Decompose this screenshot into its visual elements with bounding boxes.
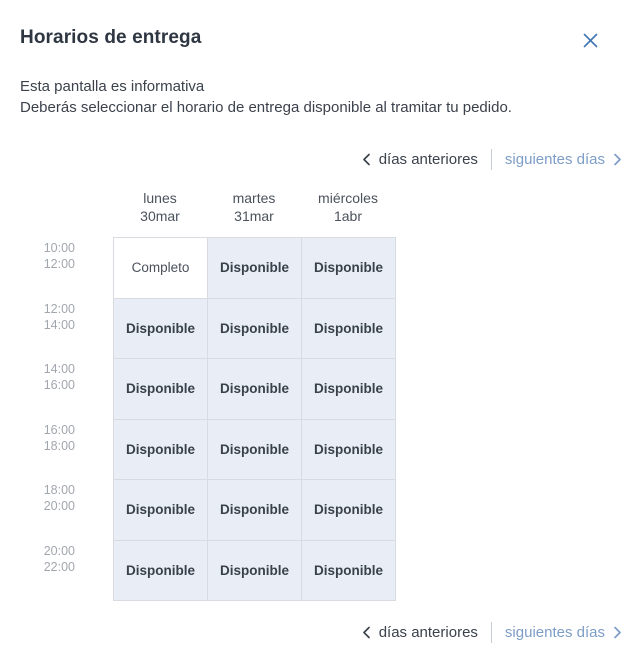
prev-days-button[interactable] bbox=[362, 624, 478, 641]
table-row bbox=[114, 540, 396, 601]
next-days-label: siguientes días bbox=[504, 624, 605, 641]
prev-days-button[interactable] bbox=[362, 151, 478, 168]
day-date: 31mar bbox=[234, 207, 274, 224]
info-line-2: Deberás seleccionar el horario de entrega disponible al tramitar tu pedido. bbox=[20, 98, 512, 116]
slot-cell: Disponible bbox=[302, 359, 396, 420]
prev-days-label: días anteriores bbox=[378, 624, 478, 641]
slot-cell: Disponible bbox=[208, 359, 302, 420]
nav-divider bbox=[491, 622, 492, 643]
day-header bbox=[207, 190, 301, 225]
page-title: Horarios de entrega bbox=[20, 27, 202, 48]
day-date: 1abr bbox=[333, 207, 363, 224]
slot-cell: Disponible bbox=[208, 298, 302, 359]
slot-cell: Disponible bbox=[302, 238, 396, 299]
time-slot-label: 16:00 18:00 bbox=[43, 422, 75, 453]
next-days-button[interactable] bbox=[505, 151, 622, 168]
slot-cell: Disponible bbox=[208, 540, 302, 601]
slot-cell: Disponible bbox=[302, 419, 396, 480]
dialog-header bbox=[20, 26, 622, 50]
slot-cell: Disponible bbox=[114, 359, 208, 420]
nav-divider bbox=[491, 149, 492, 170]
day-headers-row bbox=[113, 190, 396, 225]
next-days-label: siguientes días bbox=[504, 151, 605, 168]
days-column bbox=[113, 190, 396, 601]
chevron-left-icon bbox=[362, 626, 371, 639]
day-date: 30mar bbox=[140, 207, 180, 224]
slot-cell: Disponible bbox=[208, 419, 302, 480]
slot-cell: Disponible bbox=[114, 540, 208, 601]
time-slot-label: 12:00 14:00 bbox=[43, 301, 75, 332]
prev-days-label: días anteriores bbox=[378, 151, 478, 168]
date-nav-top bbox=[20, 149, 622, 170]
close-button[interactable] bbox=[578, 28, 602, 52]
table-row bbox=[114, 419, 396, 480]
time-slot-label: 14:00 16:00 bbox=[43, 362, 75, 392]
table-row bbox=[114, 298, 396, 359]
day-name: martes bbox=[232, 190, 276, 206]
day-header bbox=[301, 190, 395, 225]
table-row bbox=[114, 359, 396, 420]
slot-cell: Disponible bbox=[114, 298, 208, 359]
chevron-right-icon bbox=[613, 153, 622, 166]
day-name: lunes bbox=[143, 190, 177, 206]
table-row bbox=[114, 238, 396, 299]
slot-cell: Disponible bbox=[302, 298, 396, 359]
time-slot-label: 20:00 22:00 bbox=[43, 543, 75, 574]
table-row bbox=[114, 480, 396, 541]
slots-table bbox=[113, 237, 396, 601]
close-icon bbox=[583, 33, 598, 48]
date-nav-bottom bbox=[20, 622, 622, 643]
slot-cell: Disponible bbox=[114, 419, 208, 480]
next-days-button[interactable] bbox=[505, 624, 622, 641]
slot-cell: Disponible bbox=[114, 480, 208, 541]
slot-cell: Disponible bbox=[208, 238, 302, 299]
time-slot-label: 10:00 12:00 bbox=[43, 241, 75, 271]
chevron-left-icon bbox=[362, 153, 371, 166]
chevron-right-icon bbox=[613, 626, 622, 639]
slot-cell: Completo bbox=[114, 238, 208, 299]
slot-cell: Disponible bbox=[302, 480, 396, 541]
info-line-1: Esta pantalla es informativa bbox=[20, 78, 205, 95]
day-name: miércoles bbox=[318, 190, 378, 206]
day-header bbox=[113, 190, 207, 225]
time-labels-column bbox=[20, 190, 113, 601]
time-header-spacer bbox=[20, 190, 113, 237]
slot-cell: Disponible bbox=[208, 480, 302, 541]
info-block bbox=[20, 77, 622, 118]
slot-cell: Disponible bbox=[302, 540, 396, 601]
schedule-grid bbox=[20, 190, 622, 601]
time-slot-label: 18:00 20:00 bbox=[43, 483, 75, 513]
